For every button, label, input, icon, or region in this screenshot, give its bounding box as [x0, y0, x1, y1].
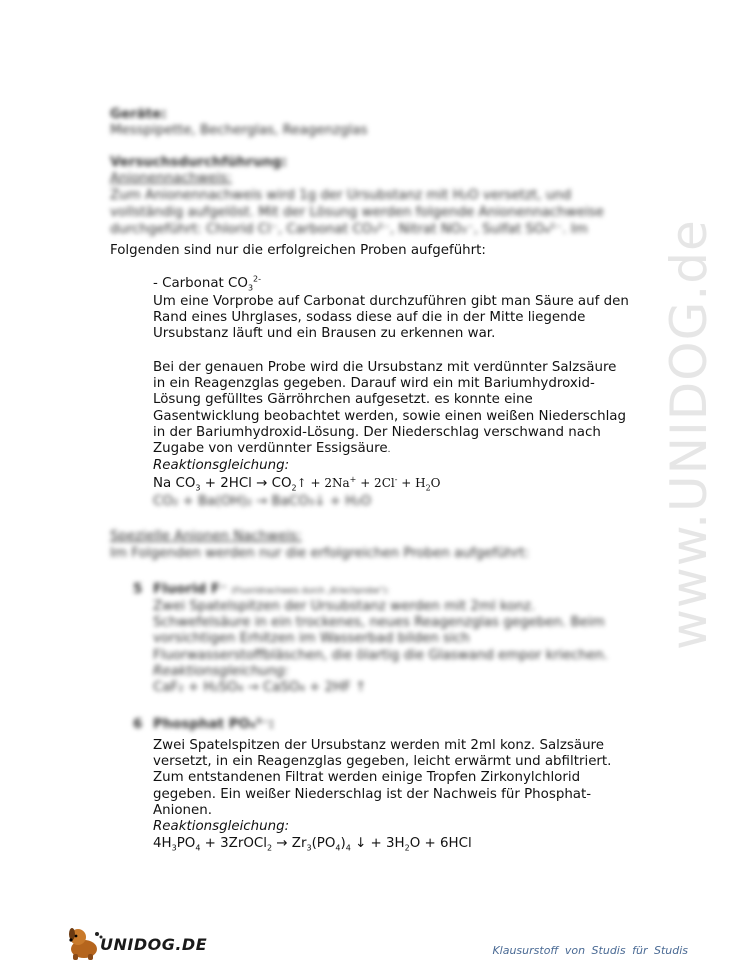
logo-text: UNIDOG.DE: [100, 935, 208, 954]
probe-line-text: Zugabe von verdünnter Essigsäure: [153, 441, 388, 457]
carbonat-title-sub: 3: [247, 283, 254, 293]
fluorid-line: Schwefelsäure in ein trockenes, neues Reagenzglas gegeben. Beim: [153, 615, 605, 631]
eq-part: + H: [397, 476, 426, 490]
fluorid-rg-label: Reaktionsgleichung:: [153, 663, 290, 679]
carbonat-vorprobe: [153, 294, 653, 343]
intro-line: Folgenden sind nur die erfolgreichen Proben aufgeführt:: [110, 243, 486, 258]
probe-line: in ein Reagenzglas gegeben. Darauf wird ein mit Bariumhydroxid-: [153, 376, 595, 392]
eq-part: + 2HCl: [204, 476, 252, 491]
carbonat-title-prefix: - Carbonat CO: [153, 276, 248, 291]
carbonat-rg-label: Reaktionsgleichung:: [153, 458, 290, 473]
fluorid-note: (Fluoridnachweis durch „Kriechprobe“):: [231, 586, 390, 595]
eq-sub: 4: [345, 843, 351, 853]
anion-heading: Anionennachweis:: [110, 171, 232, 186]
probe-line: Bei der genauen Probe wird die Ursubstanz mit verdünnter Salzsäure: [153, 360, 617, 375]
fluorid-line: vorsichtigen Erhitzen im Wasserbad bilden sich: [153, 631, 470, 647]
eq-part: ↑ + 2Na: [296, 476, 350, 490]
fluorid-title: [153, 582, 389, 599]
eq-part: PO: [176, 836, 196, 851]
eq-sub: 3: [306, 843, 312, 853]
carbonat-equation: Na $CO_3 + 2HCl$ → $CO_2↑ + 2Na^+ + 2Cl^- + H_2O$: [153, 475, 441, 493]
dog-mascot-icon: [64, 925, 104, 961]
fluorid-title-text: Fluorid F⁻: [153, 582, 228, 597]
fluorid-number: 5: [133, 582, 143, 597]
phosphat-body: [153, 738, 653, 819]
carbonat-title-sup: 2-: [253, 274, 262, 284]
probe-line: Gasentwicklung beobachtet werden, sowie einen weißen Niederschlag: [153, 408, 627, 424]
eq-part: CO: [175, 476, 196, 491]
eq-part: CO: [271, 476, 292, 491]
vorprobe-line: Ursubstanz läuft und ein Brausen zu erkennen war.: [153, 326, 496, 342]
eq-sub: 3: [171, 843, 177, 853]
phosphat-line: versetzt, in ein Reagenzglas gegeben, leicht erwärmt und abfiltriert.: [153, 754, 612, 770]
phosphat-line: Zum entstandenen Filtrat werden einige Tropfen Zirkonylchlorid: [153, 770, 581, 786]
carbonat-title: [153, 276, 261, 292]
footer-tagline: Klausurstoff von Studis für Studis: [492, 944, 688, 957]
eq-part: (PO: [311, 836, 336, 851]
arrow-icon: →: [256, 476, 268, 491]
carbonat-probe: [153, 360, 653, 458]
phosphat-equation: [153, 836, 472, 852]
eq-sup: +: [349, 475, 357, 484]
phosphat-title: Phosphat PO₄³⁻:: [153, 717, 275, 732]
vorprobe-line: Rand eines Uhrglases, sodass diese auf die in der Mitte liegende: [153, 310, 586, 326]
fluorid-line: Fluorwasserstoffbläschen, die ölartig die Glaswand empor kriechen.: [153, 647, 608, 663]
anion-line-3: durchgeführt: Chlorid Cl⁻, Carbonat CO₃²⁻, Nitrat NO₃⁻, Sulfat SO₄²⁻. Im: [110, 222, 588, 237]
versuch-heading: Versuchsdurchführung:: [110, 155, 287, 170]
probe-line-end: .: [387, 445, 391, 456]
fluorid-equation: CaF₂ + H₂SO₄ → CaSO₄ + 2HF ↑: [153, 680, 367, 696]
fluorid-line: Zwei Spatelspitzen der Ursubstanz werden mit 2ml konz.: [153, 599, 536, 614]
vorprobe-line: Um eine Vorprobe auf Carbonat durchzuführen gibt man Säure auf den: [153, 294, 629, 309]
eq-sub: 4: [195, 843, 201, 853]
probe-line: [153, 441, 653, 458]
eq-sub: 2: [266, 843, 273, 853]
geraete-text: Messpipette, Becherglas, Reagenzglas: [110, 123, 368, 138]
eq-part: O + 6HCl: [409, 836, 472, 851]
anion-line-2: vollständig aufgelöst. Mit der Lösung werden folgende Anionennachweise: [110, 205, 604, 220]
watermark: www.UNIDOG.de: [660, 219, 718, 650]
phosphat-line: gegeben. Ein weißer Niederschlag ist der Nachweis für Phosphat-: [153, 786, 592, 802]
eq-part: → Zr: [272, 836, 307, 851]
eq-part: O: [430, 476, 441, 490]
spezielle-text: Im Folgenden werden nur die erfolgreichen Proben aufgeführt:: [110, 546, 530, 561]
eq-part: ↓ + 3H: [350, 836, 405, 851]
eq-part: ): [340, 836, 346, 851]
probe-line: in der Bariumhydroxid-Lösung. Der Niederschlag verschwand nach: [153, 424, 601, 440]
eq-part: Na: [153, 476, 172, 491]
eq-sub: 4: [335, 843, 341, 853]
fluorid-body: [153, 599, 633, 696]
eq-part: + 3ZrOCl: [200, 836, 267, 851]
phosphat-rg-label: Reaktionsgleichung:: [153, 819, 290, 834]
spezielle-heading: Spezielle Anionen Nachweis:: [110, 529, 302, 544]
eq-part: + 2Cl: [356, 476, 395, 490]
anion-line-1: Zum Anionennachweis wird 1g der Ursubstanz mit H₂O versetzt, und: [110, 188, 572, 203]
unidog-logo: [64, 925, 208, 961]
phosphat-number: 6: [133, 717, 143, 732]
geraete-heading: Geräte:: [110, 107, 167, 122]
eq-sub: 2: [404, 843, 410, 853]
blurred-reaction-2: CO₂ + Ba(OH)₂ → BaCO₃↓ + H₂O: [153, 494, 372, 509]
phosphat-line: Zwei Spatelspitzen der Ursubstanz werden mit 2ml konz. Salzsäure: [153, 738, 605, 753]
phosphat-line: Anionen.: [153, 802, 213, 818]
eq-part: 4H: [153, 836, 172, 851]
probe-line: Lösung gefülltes Gärröhrchen aufgesetzt. es konnte eine: [153, 392, 533, 408]
